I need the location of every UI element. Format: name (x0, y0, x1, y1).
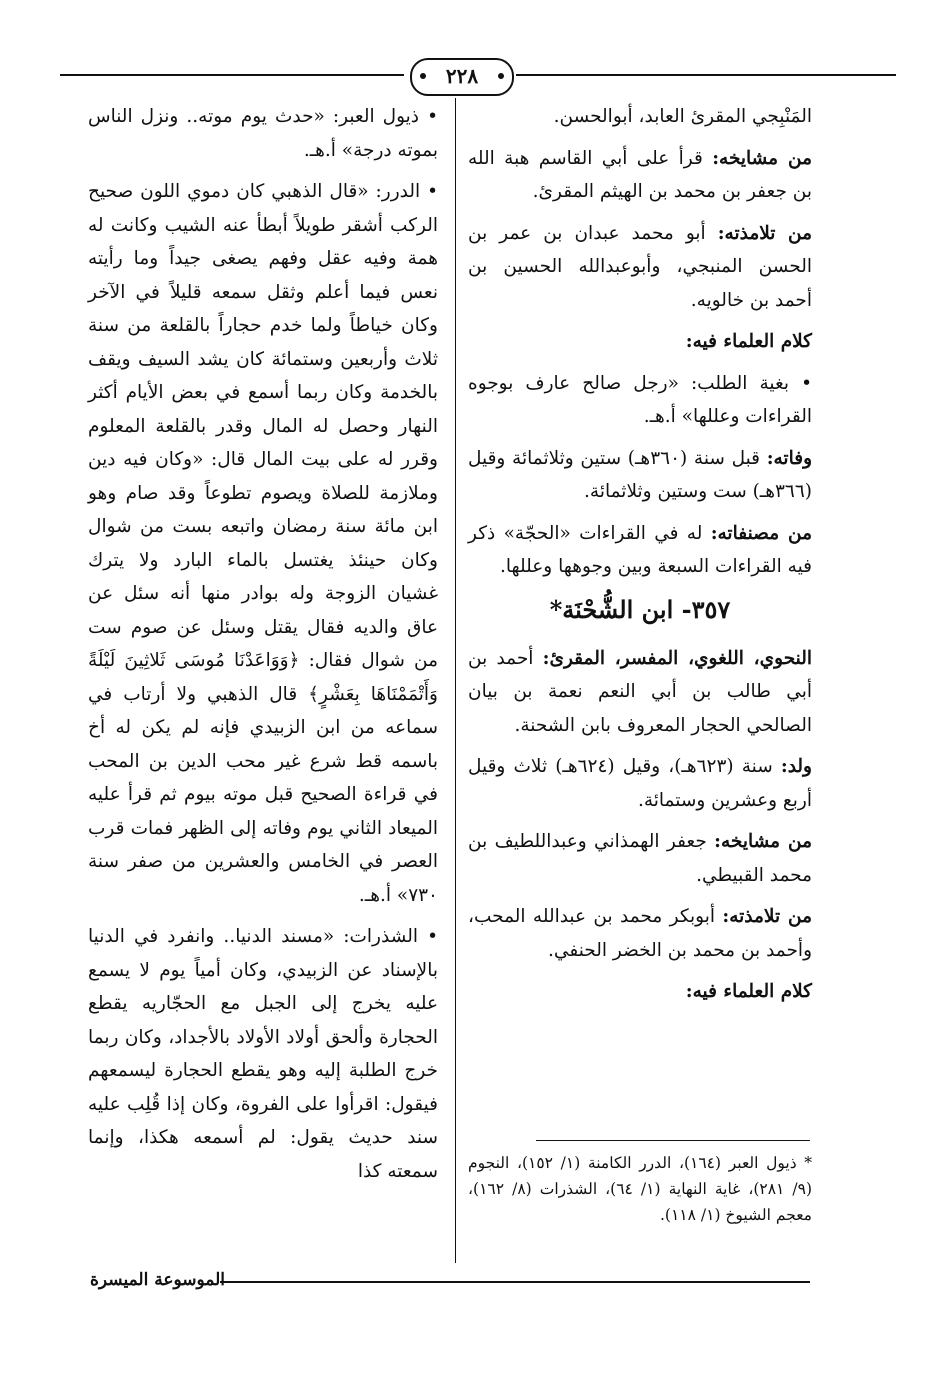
right-column (468, 100, 812, 1017)
footnote-rule (536, 1140, 810, 1141)
paragraph: المَنْبِجي المقرئ العابد، أبوالحسن. (553, 106, 812, 127)
ornament-dot-icon (420, 73, 426, 79)
label: من تلامذته: (722, 906, 813, 927)
text: قرأ على أبي القاسم هبة الله بن جعفر بن محمد بن الهيثم المقرئ. (468, 147, 812, 202)
label: من مصنفاته: (710, 522, 812, 544)
paragraph: • ذيول العبر: «حدث يوم موته.. ونزل الناس بموته درجة» أ.هـ. (88, 106, 438, 161)
label: ولد: (780, 756, 812, 777)
paragraph (468, 142, 812, 209)
paragraph (468, 825, 812, 892)
text: أبوبكر محمد بن عبدالله المحب، وأحمد بن محمد بن الخضر الحنفي. (468, 906, 812, 961)
label: وفاته: (766, 447, 812, 469)
footnote: * ذيول العبر (١٦٤)، الدرر الكامنة (١/ ١٥٢)، النجوم (٩/ ٢٨١)، غاية النهاية (١/ ٦٤)، الشذرات (٨/ ١٦٢)، معجم الشيوخ (١/ ١١٨). (468, 1154, 813, 1224)
section-label: كلام العلماء فيه: (685, 331, 812, 352)
paragraph: • بغية الطلب: «رجل صالح عارف بوجوه القراءات وعللها» أ.هـ. (468, 372, 812, 427)
entry-heading: ٣٥٧- ابن الشُّحْنَة* (549, 594, 731, 624)
text: أبو محمد عبدان بن عمر بن الحسن المنبجي، وأبوعبدالله الحسين بن أحمد بن خالويه. (468, 222, 812, 311)
header-rule-left (60, 74, 404, 76)
paragraph (468, 517, 812, 584)
left-column (88, 100, 438, 1196)
footer-rule (220, 1281, 810, 1283)
page-number-badge (410, 58, 514, 96)
column-divider (455, 98, 456, 1263)
label: من مشايخه: (714, 831, 812, 852)
ornament-dot-icon (498, 73, 504, 79)
label: من تلامذته: (717, 222, 812, 244)
page-number: ٢٢٨ (445, 64, 479, 88)
footer-title: الموسوعة الميسرة (90, 1270, 226, 1290)
text: جعفر الهمذاني وعبداللطيف بن محمد القبيطي. (468, 831, 812, 886)
text: أحمد بن أبي طالب بن أبي النعم نعمة بن بيان الصالحي الحجار المعروف بابن الشحنة. (468, 647, 812, 736)
paragraph (468, 900, 812, 967)
text: له في القراءات «الحجّة» ذكر فيه القراءات السبعة وبين وجوهها وعللها. (468, 522, 812, 577)
paragraph (468, 642, 812, 743)
text: سنة (٦٢٣هـ)، وقيل (٦٢٤هـ) ثلاث وقيل أربع وعشرين وستمائة. (468, 756, 812, 811)
paragraph: • الدرر: «قال الذهبي كان دموي اللون صحيح الركب أشقر طويلاً أبطأ عنه الشيب وكانت له همة وفيه عقل وفهم يصغى جيداً وما رأيته نعس فيما أعلم وثقل سمعه قليلاً في الآخر وكان خياطاً ولما خدم حجاراً بالقلعة من سنة ثلاث وأربعين وستمائة كان يشد السيف ويقف بالخدمة وكان ربما أسمع في بعض الأيام أكثر النهار وحصل له المال وقدر بالقلعة المعلوم وقرر له على بيت المال قال: «وكان فيه دين وملازمة للصلاة ويصوم تطوعاً وقد صام وهو ابن مائة سنة رمضان واتبعه بست من شوال وكان حينئذ يغتسل بالماء البارد ولا يترك غشيان الزوجة وله بوادر منها أنه سئل عن عاق والديه فقال يقتل وسئل عن صوم ست من شوال فقال: ﴿وَوَاعَدْنَا مُوسَى ثَلاثِينَ لَيْلَةً وَأَتْمَمْنَاهَا بِعَشْرٍ﴾ قال الذهبي ولا أرتاب في سماعه من ابن الزبيدي فإنه لم يكن له أخ باسمه قط شرع غير محب الدين بن المحب في قراءة الصحيح قبل موته بيوم ثم قرأ عليه الميعاد الثاني يوم وفاته إلى الظهر فمات قرب العصر في الخامس والعشرين من صفر سنة ٧٣٠» أ.هـ. (88, 181, 438, 906)
header-rule-right (516, 74, 896, 76)
paragraph (468, 750, 812, 817)
paragraph (468, 442, 812, 509)
paragraph (468, 217, 812, 318)
label: من مشايخه: (712, 147, 812, 169)
paragraph: • الشذرات: «مسند الدنيا.. وانفرد في الدنيا بالإسناد عن الزبيدي، وكان أمياً يوم لا يسمع عليه يخرج إلى الجبل مع الحجّاريه يقطع الحجارة وألحق أولاد الأولاد بالأجداد، وكان ربما خرج الطلبة إليه وهو يقطع الحجارة ليسمعهم فيقول: اقرأوا على الفروة، وكان إذا قُلِب عليه سند حديث يقول: لم أسمعه هكذا، وإنما سمعته كذا (88, 926, 438, 1182)
section-label: كلام العلماء فيه: (685, 981, 812, 1002)
label: النحوي، اللغوي، المفسر، المقرئ: (542, 647, 812, 669)
text: قبل سنة (٣٦٠هـ) ستين وثلاثمائة وقيل (٣٦٦هـ) ست وستين وثلاثمائة. (468, 447, 812, 502)
